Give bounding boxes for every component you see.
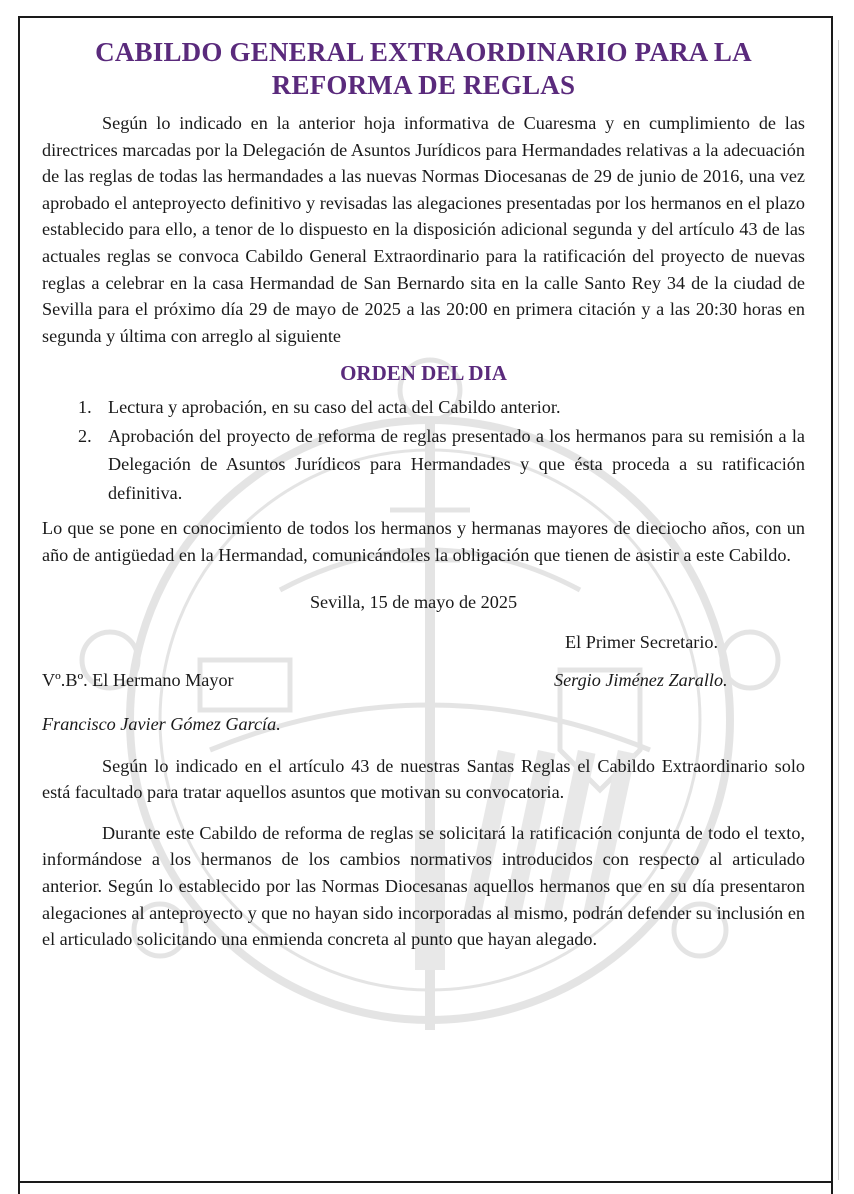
vobo-label: Vº.Bº. El Hermano Mayor [42,669,234,690]
agenda-item [42,393,805,422]
agenda-item-number: 2. [78,425,92,446]
agenda-heading: ORDEN DEL DIA [340,361,507,386]
article-43-paragraph: Según lo indicado en el artículo 43 de nuestras Santas Reglas el Cabildo Extraordinario solo está facultado para tratar aquellos asuntos que motivan su convocatoria. [42,755,805,803]
agenda-item-text: Aprobación del proyecto de reforma de reglas presentado a los hermanos para su remisión a la Delegación de Asuntos Jurídicos para Hermandades y que ésta proceda a su ratificación definitiva. [108,425,805,503]
bottom-rule [18,1181,833,1183]
document-body [42,36,805,953]
agenda-item-text: Lectura y aprobación, en su caso del acta del Cabildo anterior. [108,397,561,418]
mayor-name: Francisco Javier Gómez García. [42,713,281,734]
agenda-list [42,393,805,507]
agenda-item-number: 1. [78,397,92,418]
notice-paragraph: Lo que se pone en conocimiento de todos los hermanos y hermanas mayores de dieciocho años, con un año de antigüedad en la Hermandad, comunicándoles la obligación que tienen de asistir a este Cabildo. [42,518,805,565]
agenda-item [42,422,805,508]
page-edge-line [838,40,839,1180]
secretary-title: El Primer Secretario. [565,631,719,652]
place-date: Sevilla, 15 de mayo de 2025 [309,591,518,612]
document-title: CABILDO GENERAL EXTRAORDINARIO PARA LA REFORMA DE REGLAS [95,37,752,100]
secretary-name: Sergio Jiménez Zarallo. [554,669,728,690]
intro-paragraph: Según lo indicado en la anterior hoja informativa de Cuaresma y en cumplimiento de las directrices marcadas por la Delegación de Asuntos Jurídicos para Hermandades relativas a la adecuación de las reglas de todas las hermandades a las nuevas Normas Diocesanas de 29 de junio de 2016, una vez aprobado el anteproyecto definitivo y revisadas las alegaciones presentadas por los hermanos en el plazo establecido para ello, a tenor de lo dispuesto en la disposición adicional segunda y del artículo 43 de las actuales reglas se convoca Cabildo General Extraordinario para la ratificación del proyecto de nuevas reglas a celebrar en la casa Hermandad de San Bernardo sita en la calle Santo Rey 34 de la ciudad de Sevilla para el próximo día 29 de mayo de 2025 a las 20:00 en primera citación y a las 20:30 horas en segunda y última con arreglo al siguiente [42,113,805,346]
reform-paragraph: Durante este Cabildo de reforma de reglas se solicitará la ratificación conjunta de todo el texto, informándose a los hermanos de los cambios normativos introducidos con respecto al articulado anterior. Según lo establecido por las Normas Diocesanas aquellos hermanos que en su día presentaron alegaciones al anteproyecto y que no hayan sido incorporadas al mismo, podrán defender su inclusión en el articulado solicitando una enmienda concreta al punto que hayan alegado. [42,822,805,950]
signature-block [42,615,805,711]
